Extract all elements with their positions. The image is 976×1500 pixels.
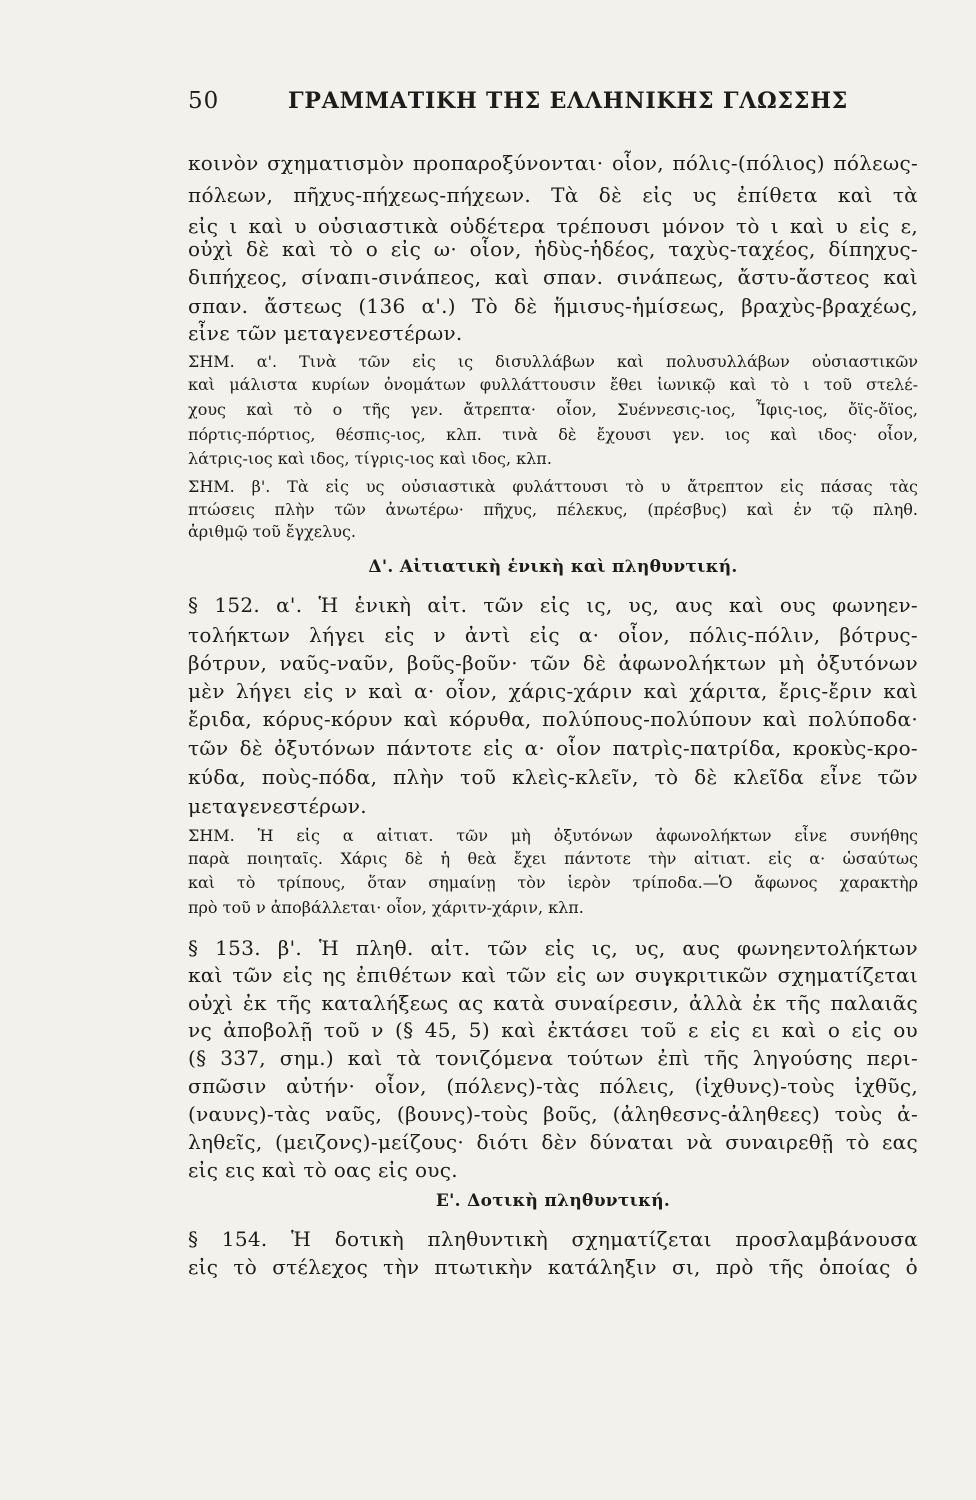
- text-line: εἶνε τῶν μεταγενεστέρων.: [188, 321, 463, 345]
- text-line: σπαν. ἄστεως (136 α'.) Τὸ δὲ ἥμισυς-ἡμίσεως, βραχὺς-βραχέως,: [188, 294, 918, 318]
- text-line: τολήκτων λήγει εἰς ν ἀντὶ εἰς α· οἷον, πόλις-πόλιν, βότρυς-: [188, 623, 918, 647]
- text-line: § 153. β'. Ἡ πληθ. αἰτ. τῶν εἰς ις, υς, αυς φωνηεντολήκτων: [188, 936, 918, 960]
- text-line: πόλεων, πῆχυς-πήχεως-πήχεων. Τὰ δὲ εἰς υς ἐπίθετα καὶ τὰ: [188, 183, 918, 207]
- note-line: ΣΗΜ. Ἡ εἰς α αἰτιατ. τῶν μὴ ὀξυτόνων ἀφωνολήκτων εἶνε συνήθης: [188, 826, 918, 845]
- note-line: ἀριθμῷ τοῦ ἔγχελυς.: [188, 522, 356, 541]
- note-line: ΣΗΜ. β'. Τὰ εἰς υς οὐσιαστικὰ φυλάττουσι τὸ υ ἄτρεπτον εἰς πάσας τὰς: [188, 477, 918, 496]
- note-line: πτώσεις πλὴν τῶν ἀνωτέρω· πῆχυς, πέλεκυς, (πρέσβυς) καὶ ἐν τῷ πληθ.: [188, 500, 918, 519]
- note-line: πρὸ τοῦ ν ἀποβάλλεται· οἷον, χάριτν-χάριν, κλπ.: [188, 898, 584, 917]
- text-line: εἰς ι καὶ υ οὐσιαστικὰ οὐδέτερα τρέπουσι μόνον τὸ ι καὶ υ εἰς ε,: [188, 214, 918, 238]
- text-line: νς ἀποβολῇ τοῦ ν (§ 45, 5) καὶ ἐκτάσει τοῦ ε εἰς ει καὶ ο εἰς ου: [188, 1018, 918, 1042]
- section-heading: Ε'. Δοτικὴ πληθυντική.: [435, 1191, 671, 1211]
- text-line: κοινὸν σχηματισμὸν προπαροξύνονται· οἷον, πόλις-(πόλιος) πόλεως-: [188, 151, 918, 175]
- section-heading: Δ'. Αἰτιατικὴ ἑνικὴ καὶ πληθυντική.: [368, 557, 738, 577]
- note-line: καὶ μάλιστα κυρίων ὀνομάτων φυλλάττουσιν ἔθει ἰωνικῷ καὶ τὸ ι τοῦ στελέ-: [188, 375, 918, 394]
- text-line: σπῶσιν αὐτήν· οἷον, (πόλενς)-τὰς πόλεις, (ἰχθυνς)-τοὺς ἰχθῦς,: [188, 1074, 918, 1098]
- text-line: τῶν δὲ ὀξυτόνων πάντοτε εἰς α· οἷον πατρὶς-πατρίδα, κροκὺς-κρο-: [188, 736, 918, 760]
- text-line: οὐχὶ ἐκ τῆς καταλήξεως ας κατὰ συναίρεσιν, ἀλλὰ ἐκ τῆς παλαιᾶς: [188, 991, 918, 1015]
- text-line: § 152. α'. Ἡ ἑνικὴ αἰτ. τῶν εἰς ις, υς, αυς καὶ ους φωνηεν-: [188, 593, 918, 617]
- text-line: βότρυν, ναῦς-ναῦν, βοῦς-βοῦν· τῶν δὲ ἀφωνολήκτων μὴ ὀξυτόνων: [188, 651, 918, 675]
- text-line: καὶ τῶν εἰς ης ἐπιθέτων καὶ τῶν εἰς ων συγκριτικῶν σχηματίζεται: [188, 963, 918, 987]
- text-line: εἰς τὸ στέλεχος τὴν πτωτικὴν κατάληξιν σι, πρὸ τῆς ὁποίας ὁ: [188, 1255, 918, 1279]
- text-line: κύδα, ποὺς-πόδα, πλὴν τοῦ κλεὶς-κλεῖν, τὸ δὲ κλεῖδα εἶνε τῶν: [188, 765, 918, 789]
- running-title: ΓΡΑΜΜΑΤΙΚΗ ΤΗΣ ΕΛΛΗΝΙΚΗΣ ΓΛΩΣΣΗΣ: [288, 88, 849, 114]
- text-line: ἔριδα, κόρυς-κόρυν καὶ κόρυθα, πολύπους-πολύπουν καὶ πολύποδα·: [188, 707, 918, 731]
- text-line: διπήχεος, σίναπι-σινάπεος, καὶ σπαν. σινάπεως, ἄστυ-ἄστεος καὶ: [188, 265, 918, 289]
- note-line: ΣΗΜ. α'. Τινὰ τῶν εἰς ις δισυλλάβων καὶ πολυσυλλάβων οὐσιαστικῶν: [188, 352, 918, 371]
- note-line: λάτρις-ιος καὶ ιδος, τίγρις-ιος καὶ ιδος, κλπ.: [188, 449, 552, 468]
- page-header: [188, 88, 918, 118]
- text-line: εἰς εις καὶ τὸ οας εἰς ους.: [188, 1158, 458, 1182]
- text-line: μεταγενεστέρων.: [188, 794, 367, 818]
- page-number: 50: [188, 88, 220, 114]
- text-line: § 154. Ἡ δοτικὴ πληθυντικὴ σχηματίζεται προσλαμβάνουσα: [188, 1227, 918, 1251]
- text-line: ληθεῖς, (μειζονς)-μείζους· διότι δὲν δύναται νὰ συναιρεθῇ τὸ εας: [188, 1130, 918, 1154]
- note-line: χους καὶ τὸ ο τῆς γεν. ἄτρεπτα· οἷον, Συέννεσις-ιος, Ἶφις-ιος, ὄϊς-ὄϊος,: [188, 400, 918, 419]
- note-line: καὶ τὸ τρίπους, ὅταν σημαίνῃ τὸν ἱερὸν τρίποδα.—Ὁ ἄφωνος χαρακτὴρ: [188, 873, 918, 892]
- text-line: (§ 337, σημ.) καὶ τὰ τονιζόμενα τούτων ἐπὶ τῆς ληγούσης περι-: [188, 1046, 918, 1070]
- text-line: μὲν λήγει εἰς ν καὶ α· οἷον, χάρις-χάριν καὶ χάριτα, ἔρις-ἔριν καὶ: [188, 679, 918, 703]
- text-line: οὐχὶ δὲ καὶ τὸ ο εἰς ω· οἷον, ἡδὺς-ἡδέος, ταχὺς-ταχέος, δίπηχυς-: [188, 237, 918, 261]
- text-line: (ναυνς)-τὰς ναῦς, (βουνς)-τοὺς βοῦς, (ἀληθεσνς-ἀληθεες) τοὺς ἀ-: [188, 1102, 918, 1126]
- note-line: παρὰ ποιηταῖς. Χάρις δὲ ἡ θεὰ ἔχει πάντοτε τὴν αἰτιατ. εἰς α· ὡσαύτως: [188, 849, 918, 868]
- note-line: πόρτις-πόρτιος, θέσπις-ιος, κλπ. τινὰ δὲ ἔχουσι γεν. ιος καὶ ιδος· οἷον,: [188, 425, 918, 444]
